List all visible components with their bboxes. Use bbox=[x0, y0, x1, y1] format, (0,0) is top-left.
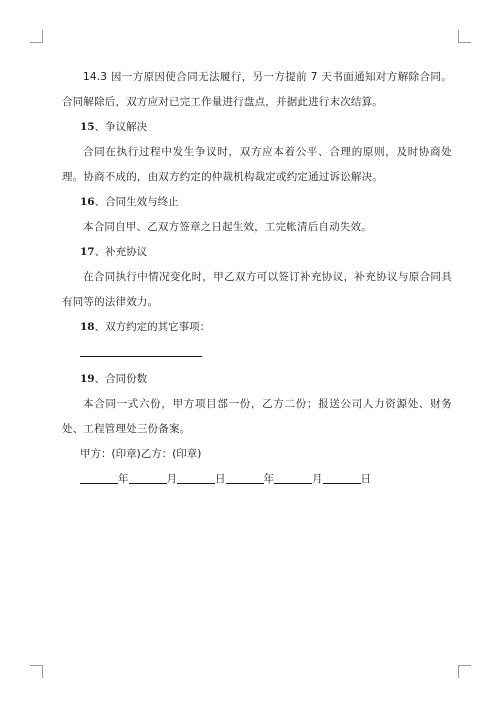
party-a-day-blank bbox=[177, 471, 215, 484]
party-b-year-blank bbox=[226, 471, 264, 484]
clause-16-paragraph: 本合同自甲、乙双方签章之日起生效，工完帐清后自动失效。 bbox=[83, 221, 372, 233]
party-a-month-blank bbox=[129, 471, 167, 484]
party-b-month-label: 月 bbox=[312, 473, 323, 485]
party-a-month-label: 月 bbox=[166, 473, 177, 485]
clause-16-number: 16 bbox=[80, 196, 95, 208]
clause-16-heading bbox=[62, 190, 452, 215]
clause-18-number: 18 bbox=[80, 321, 95, 333]
clause-18-blank-line bbox=[80, 348, 202, 357]
page-corner-mark-bottom-right bbox=[458, 665, 471, 678]
clause-19-number: 19 bbox=[80, 373, 95, 385]
clause-17-number: 17 bbox=[80, 246, 95, 258]
clause-18-heading bbox=[62, 315, 452, 340]
page-corner-mark-top-left bbox=[30, 30, 43, 43]
page-corner-mark-top-right bbox=[458, 30, 471, 43]
party-b-year-label: 年 bbox=[263, 473, 274, 485]
clause-14-3-paragraph: 14.3 因一方原因使合同无法履行，另一方提前 7 天书面通知对方解除合同。合同解除后，双方应对已完工作量进行盘点，并据此进行末次结算。 bbox=[62, 71, 452, 108]
clause-19-paragraph: 本合同一式六份，甲方项目部一份，乙方二份；报送公司人力资源处、财务处、工程管理处三份备案。 bbox=[62, 398, 452, 435]
clause-15-heading bbox=[62, 115, 452, 140]
clause-17-paragraph: 在合同执行中情况变化时，甲乙双方可以签订补充协议，补充协议与原合同具有同等的法律效力。 bbox=[62, 271, 452, 308]
date-row bbox=[62, 467, 452, 492]
clause-19-title: 、合同份数 bbox=[94, 373, 148, 385]
page-corner-mark-bottom-left bbox=[30, 665, 43, 678]
party-a-day-label: 日 bbox=[215, 473, 226, 485]
clause-19-heading bbox=[62, 367, 452, 392]
party-b-month-blank bbox=[274, 471, 312, 484]
clause-15-paragraph: 合同在执行过程中发生争议时，双方应本着公平、合理的原则，及时协商处理。协商不成的，由双方约定的仲裁机构裁定或约定通过诉讼解决。 bbox=[62, 146, 452, 183]
party-a-year-blank bbox=[80, 471, 118, 484]
party-b-day-blank bbox=[323, 471, 361, 484]
clause-18-title: 、双方约定的其它事项： bbox=[94, 321, 211, 333]
party-a-year-label: 年 bbox=[118, 473, 129, 485]
signature-line: 甲方：(印章)乙方：(印章) bbox=[80, 448, 202, 460]
clause-15-number: 15 bbox=[80, 121, 95, 133]
clause-16-title: 、合同生效与终止 bbox=[94, 196, 179, 208]
clause-15-title: 、争议解决 bbox=[94, 121, 148, 133]
clause-17-heading bbox=[62, 240, 452, 265]
clause-17-title: 、补充协议 bbox=[94, 246, 148, 258]
document-body bbox=[62, 65, 452, 492]
party-b-day-label: 日 bbox=[360, 473, 371, 485]
